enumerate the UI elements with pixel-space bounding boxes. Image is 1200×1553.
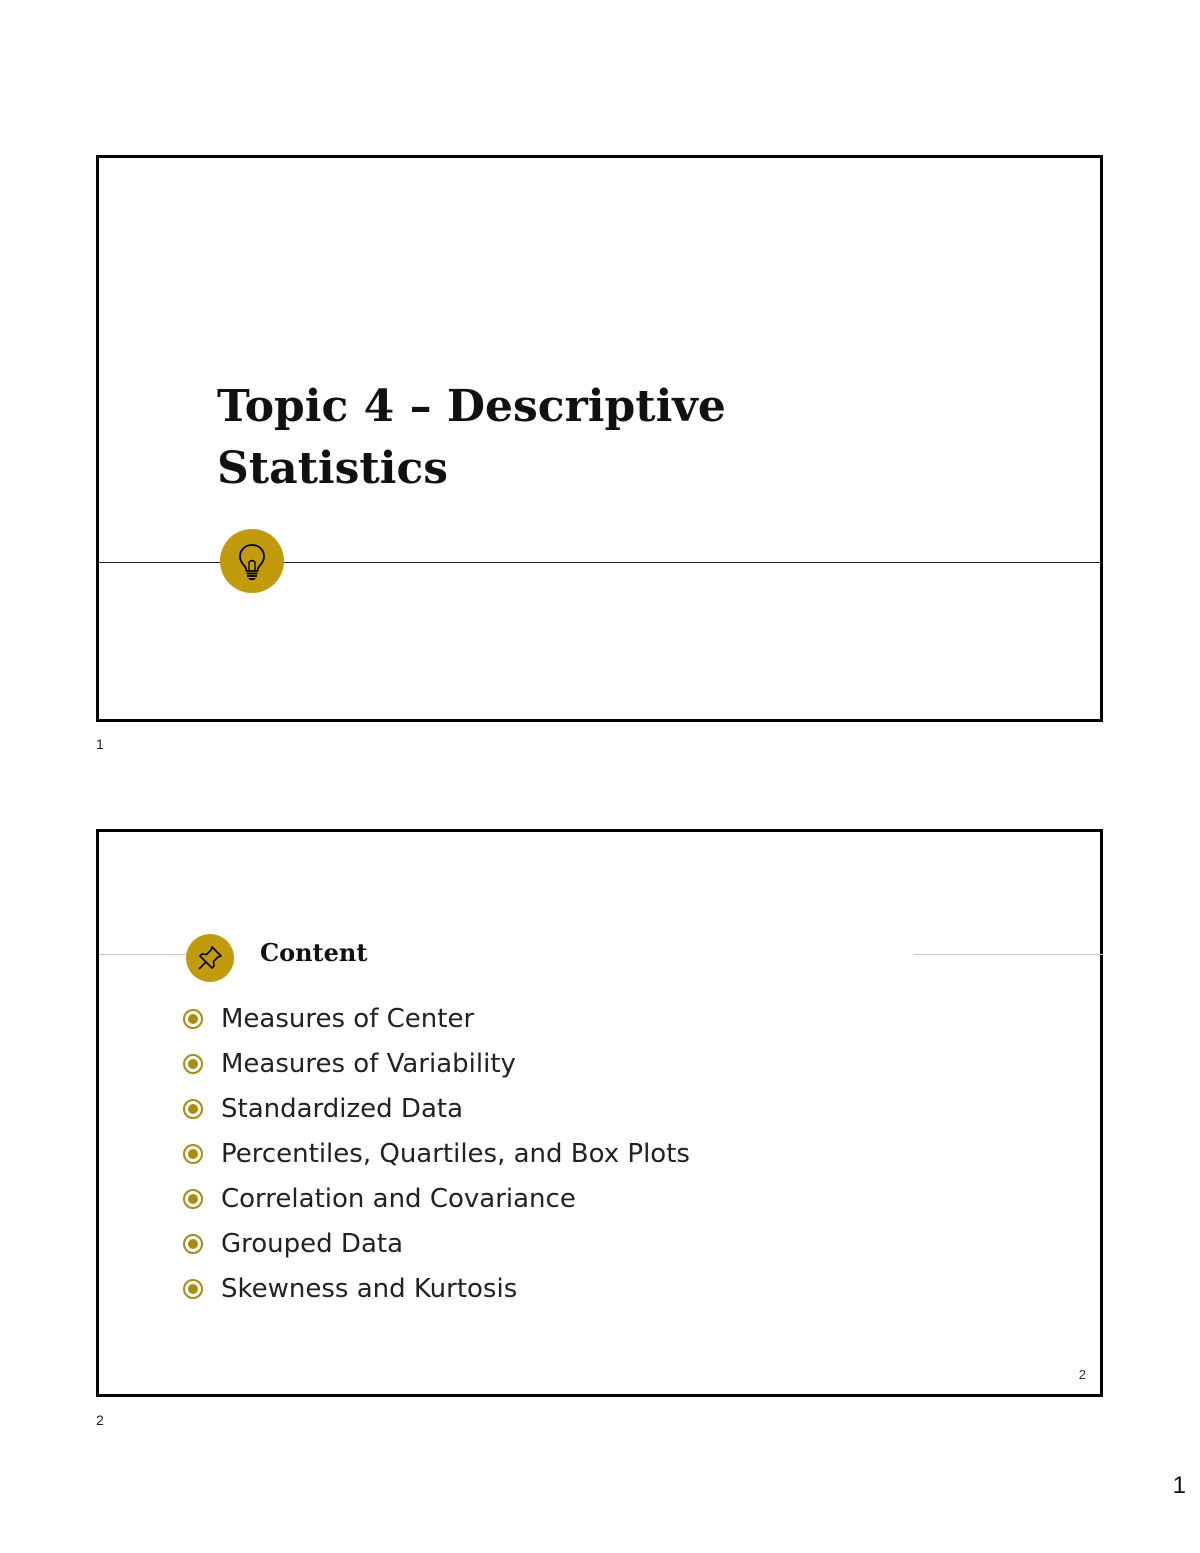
list-item: Grouped Data [183, 1221, 690, 1266]
page-number: 1 [1172, 1472, 1186, 1499]
heading-rule-right [914, 954, 1103, 955]
slide-label-1: 1 [96, 736, 104, 752]
bullet-icon [183, 1099, 203, 1119]
list-item: Skewness and Kurtosis [183, 1266, 690, 1311]
bullet-icon [183, 1144, 203, 1164]
slide-title [96, 155, 1103, 722]
slide-content [96, 829, 1103, 1397]
lightbulb-icon [220, 529, 284, 593]
slide-label-2: 2 [96, 1412, 104, 1428]
list-item: Measures of Center [183, 996, 690, 1041]
title-line-1: Topic 4 – Descriptive [217, 381, 726, 432]
slide-title-heading [217, 376, 917, 500]
pushpin-icon [186, 934, 234, 982]
bullet-icon [183, 1234, 203, 1254]
bullet-icon [183, 1009, 203, 1029]
bullet-icon [183, 1279, 203, 1299]
slide-number: 2 [1078, 1367, 1086, 1382]
list-item: Standardized Data [183, 1086, 690, 1131]
bullet-icon [183, 1054, 203, 1074]
list-item: Measures of Variability [183, 1041, 690, 1086]
content-heading: Content [260, 938, 368, 967]
heading-rule-left [99, 954, 189, 955]
list-item: Percentiles, Quartiles, and Box Plots [183, 1131, 690, 1176]
list-item: Correlation and Covariance [183, 1176, 690, 1221]
bullet-icon [183, 1189, 203, 1209]
content-list [183, 996, 690, 1311]
title-line-2: Statistics [217, 443, 449, 494]
